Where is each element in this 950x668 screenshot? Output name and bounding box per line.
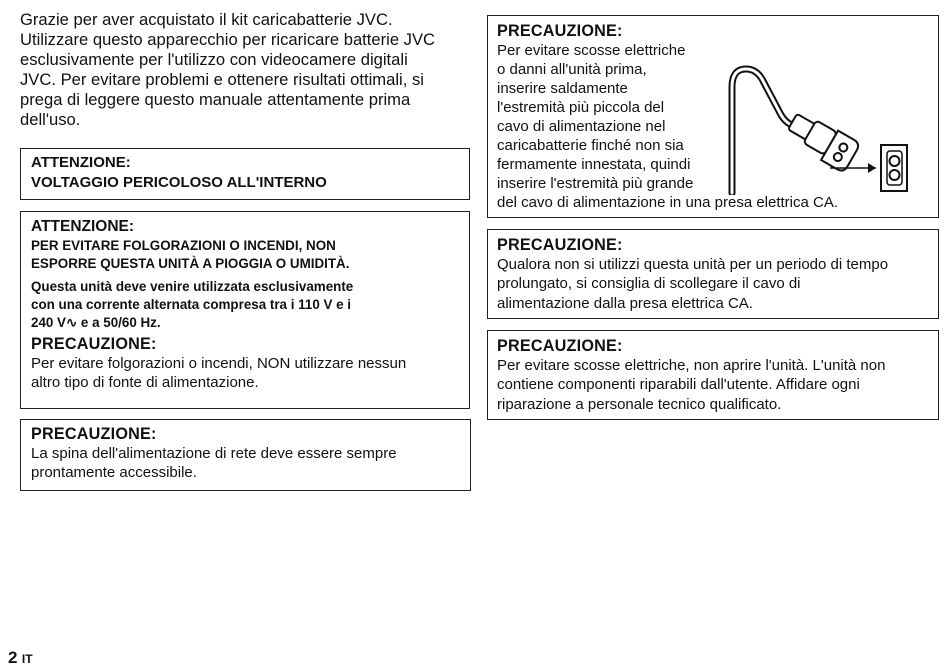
page-number-value: 2: [8, 648, 18, 667]
caution-heading: PRECAUZIONE:: [31, 425, 157, 443]
intro-line: JVC. Per evitare problemi e ottenere risultati ottimali, si: [20, 70, 424, 89]
power-cord-plug-icon: [728, 65, 918, 195]
intro-paragraph: [20, 10, 470, 130]
caution-heading: PRECAUZIONE:: [497, 337, 623, 355]
warning-text: VOLTAGGIO PERICOLOSO ALL'INTERNO: [31, 174, 327, 191]
service-caution-box: [487, 330, 939, 420]
intro-line: dell'uso.: [20, 110, 81, 129]
intro-line: prega di leggere questo manuale attentamente prima: [20, 90, 411, 109]
intro-line: Utilizzare questo apparecchio per ricaricare batterie JVC: [20, 30, 436, 49]
caution-heading: PRECAUZIONE:: [497, 22, 623, 40]
plug-access-caution-box: [20, 419, 471, 491]
caution-heading: PRECAUZIONE:: [497, 236, 623, 254]
rain-warning-box: [20, 211, 470, 409]
warning-text: PER EVITARE FOLGORAZIONI O INCENDI, NON ESPORRE QUESTA UNITÀ A PIOGGIA O UMIDITÀ.: [31, 238, 350, 271]
caution-text: Per evitare folgorazioni o incendi, NON utilizzare nessun altro tipo di fonte di alimentazione.: [31, 355, 407, 392]
intro-line: Grazie per aver acquistato il kit caricabatterie JVC.: [20, 10, 393, 29]
intro-line: esclusivamente per l'utilizzo con videocamere digitali: [20, 50, 408, 69]
warning-heading: ATTENZIONE:: [31, 154, 131, 171]
power-requirement-text: Questa unità deve venire utilizzata esclusivamente con una corrente alternata compresa tra i 110 V e i 240 V∿ e a 50/60 Hz.: [31, 279, 354, 330]
caution-heading: PRECAUZIONE:: [31, 335, 157, 353]
caution-text: Per evitare scosse elettriche o danni all'unità prima, inserire saldamente l'estremità più piccola del cavo di alimentazione nel caricabatterie finché non sia fermamente innestata, quindi inserire l'estremità più grande del cavo di alimentazione in una presa elettrica CA.: [497, 42, 839, 211]
unused-unit-caution-box: [487, 229, 939, 319]
warning-heading: ATTENZIONE:: [31, 218, 135, 235]
page-number: [8, 648, 33, 668]
caution-text: Qualora non si utilizzi questa unità per un periodo di tempo prolungato, si consiglia di scollegare il cavo di alimentazione dalla presa elettrica CA.: [497, 256, 889, 312]
voltage-warning-box: [20, 148, 470, 200]
caution-text: Per evitare scosse elettriche, non aprire l'unità. L'unità non contiene componenti riparabili dall'utente. Affidare ogni riparazione a personale tecnico qualificato.: [497, 357, 886, 413]
language-code: IT: [21, 652, 33, 666]
power-cord-caution-box: [487, 15, 939, 218]
caution-text: La spina dell'alimentazione di rete deve essere sempre prontamente accessibile.: [31, 445, 397, 482]
